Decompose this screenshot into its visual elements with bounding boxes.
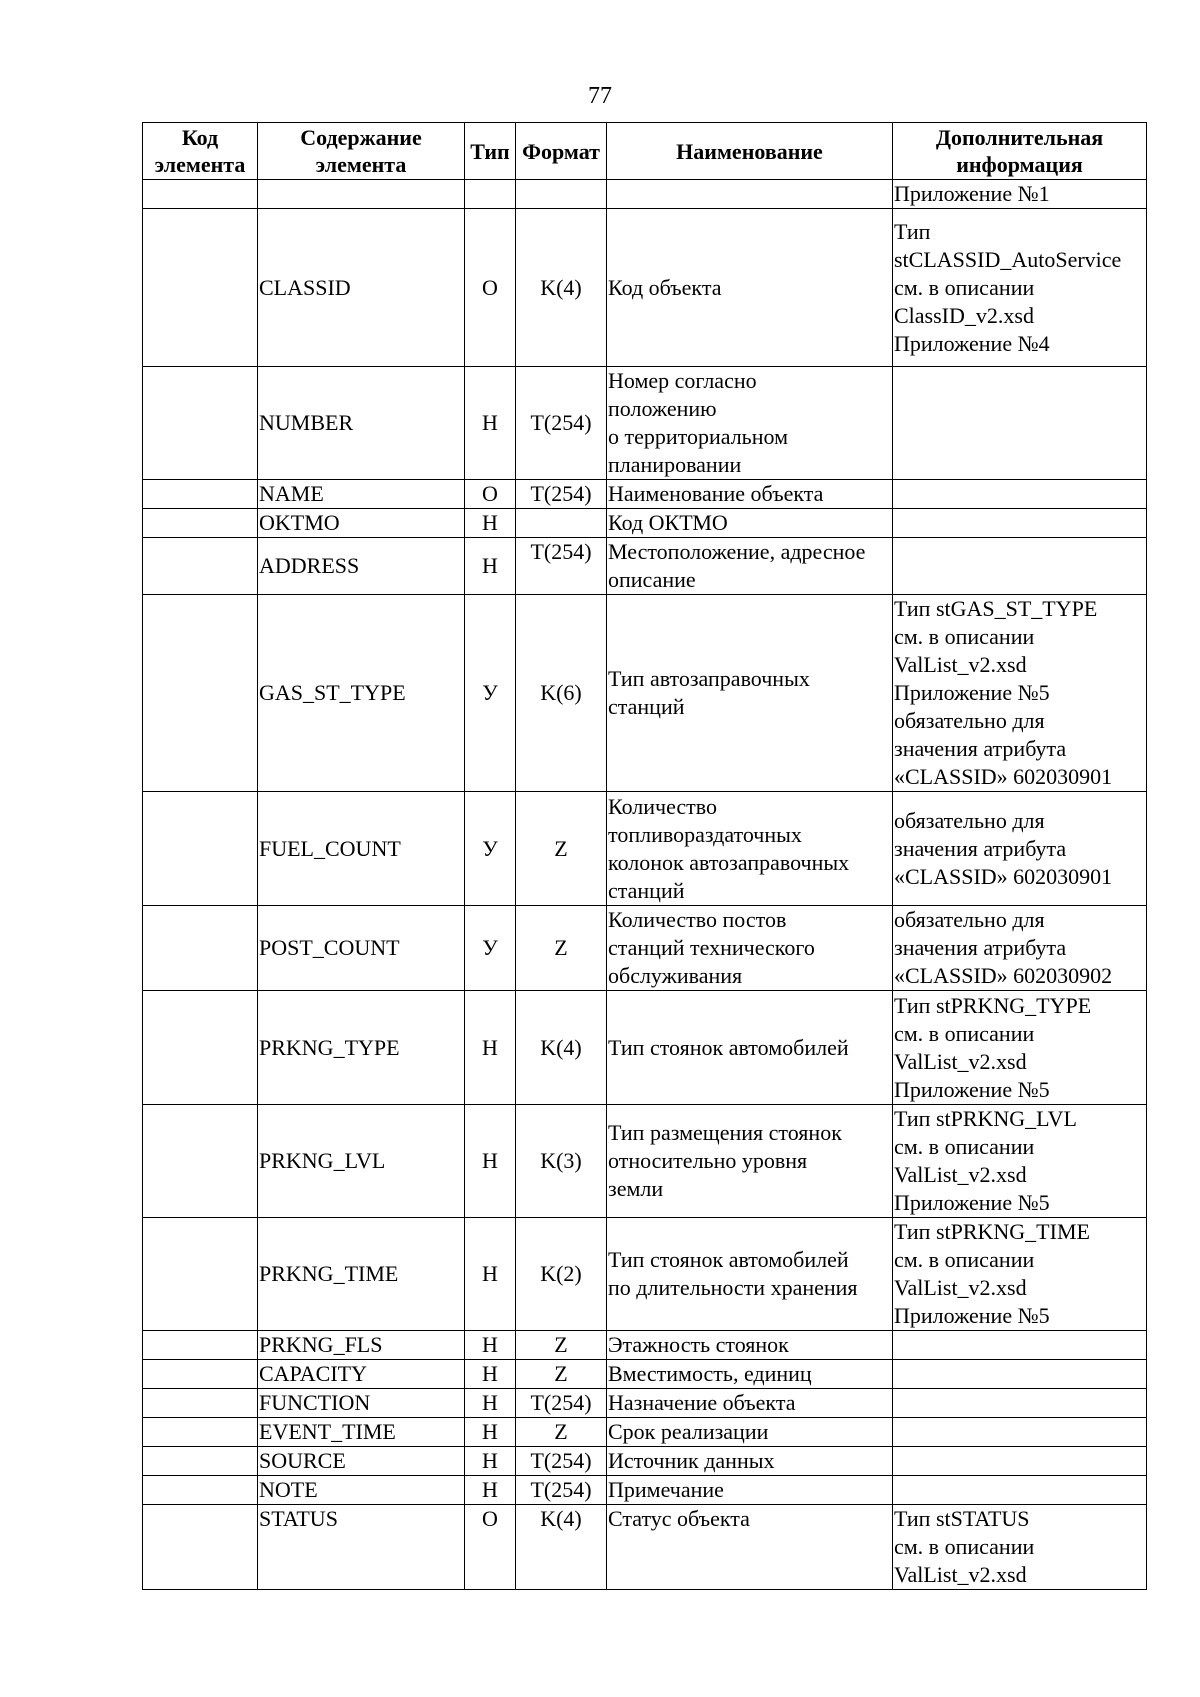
cell-info: Тип stGAS_ST_TYPE см. в описании ValList_v2.xsd Приложение №5 обязательно для значения атрибута «CLASSID» 602030901 (893, 595, 1147, 792)
cell-name: Тип стоянок автомобилей (607, 991, 893, 1105)
header-code: Код элемента (143, 123, 258, 180)
table-row (143, 1218, 1147, 1331)
cell-code (143, 480, 258, 509)
cell-format: K(2) (516, 1218, 607, 1331)
cell-code (143, 1105, 258, 1218)
cell-code (143, 906, 258, 991)
cell-format: Z (516, 792, 607, 906)
cell-code (143, 595, 258, 792)
cell-format: T(254) (516, 480, 607, 509)
cell-format (516, 509, 607, 538)
cell-type: Н (465, 1360, 516, 1389)
cell-content: ADDRESS (258, 538, 465, 595)
cell-name: Тип стоянок автомобилей по длительности хранения (607, 1218, 893, 1331)
table-body (143, 180, 1147, 1590)
cell-info (893, 1476, 1147, 1505)
cell-content: PRKNG_FLS (258, 1331, 465, 1360)
cell-content: GAS_ST_TYPE (258, 595, 465, 792)
cell-code (143, 1389, 258, 1418)
cell-name: Наименование объекта (607, 480, 893, 509)
cell-name: Код ОКТМО (607, 509, 893, 538)
header-content: Содержание элемента (258, 123, 465, 180)
cell-type: Н (465, 1218, 516, 1331)
cell-name: Вместимость, единиц (607, 1360, 893, 1389)
cell-type: Н (465, 1105, 516, 1218)
cell-name: Источник данных (607, 1447, 893, 1476)
cell-info (893, 1360, 1147, 1389)
cell-name: Номер согласно положению о территориальном планировании (607, 367, 893, 480)
table-row (143, 180, 1147, 209)
page-number: 77 (588, 83, 612, 109)
cell-content: SOURCE (258, 1447, 465, 1476)
cell-content: CAPACITY (258, 1360, 465, 1389)
cell-content: PRKNG_TYPE (258, 991, 465, 1105)
cell-format: T(254) (516, 1476, 607, 1505)
cell-type: Н (465, 1389, 516, 1418)
cell-format: Z (516, 1360, 607, 1389)
cell-name: Тип размещения стоянок относительно уровня земли (607, 1105, 893, 1218)
table-row (143, 792, 1147, 906)
cell-format: K(4) (516, 991, 607, 1105)
attribute-table (142, 122, 1147, 1590)
cell-info: Приложение №1 (893, 180, 1147, 209)
cell-type: Н (465, 538, 516, 595)
table-row (143, 480, 1147, 509)
cell-info (893, 1389, 1147, 1418)
cell-name: Количество постов станций технического обслуживания (607, 906, 893, 991)
cell-format: T(254) (516, 367, 607, 480)
table-row (143, 509, 1147, 538)
cell-info: Тип stPRKNG_TIME см. в описании ValList_v2.xsd Приложение №5 (893, 1218, 1147, 1331)
table-header-row (143, 123, 1147, 180)
cell-code (143, 180, 258, 209)
table-row (143, 1476, 1147, 1505)
cell-code (143, 1360, 258, 1389)
table-row (143, 538, 1147, 595)
cell-type: Н (465, 509, 516, 538)
cell-format: Z (516, 1331, 607, 1360)
cell-info (893, 538, 1147, 595)
cell-name (607, 180, 893, 209)
cell-info: Тип stSTATUS см. в описании ValList_v2.xsd (893, 1505, 1147, 1590)
cell-format (516, 180, 607, 209)
cell-format: Z (516, 906, 607, 991)
cell-content: CLASSID (258, 209, 465, 367)
cell-format: K(3) (516, 1105, 607, 1218)
cell-info (893, 1418, 1147, 1447)
cell-code (143, 1505, 258, 1590)
cell-type: О (465, 1505, 516, 1590)
table-row (143, 1418, 1147, 1447)
cell-type: О (465, 209, 516, 367)
header-name: Наименование (607, 123, 893, 180)
cell-name: Этажность стоянок (607, 1331, 893, 1360)
cell-code (143, 1476, 258, 1505)
cell-info: Тип stPRKNG_TYPE см. в описании ValList_v2.xsd Приложение №5 (893, 991, 1147, 1105)
table-row (143, 906, 1147, 991)
cell-content (258, 180, 465, 209)
cell-content: NOTE (258, 1476, 465, 1505)
cell-type: У (465, 906, 516, 991)
cell-content: OKTMO (258, 509, 465, 538)
cell-format: T(254) (516, 1447, 607, 1476)
cell-type (465, 180, 516, 209)
cell-code (143, 1418, 258, 1447)
cell-name: Количество топливораздаточных колонок автозаправочных станций (607, 792, 893, 906)
cell-name: Срок реализации (607, 1418, 893, 1447)
header-format: Формат (516, 123, 607, 180)
cell-format: T(254) (516, 538, 607, 595)
cell-content: STATUS (258, 1505, 465, 1590)
cell-content: NAME (258, 480, 465, 509)
cell-info: Тип stPRKNG_LVL см. в описании ValList_v2.xsd Приложение №5 (893, 1105, 1147, 1218)
cell-format: K(4) (516, 209, 607, 367)
header-type: Тип (465, 123, 516, 180)
cell-code (143, 1331, 258, 1360)
table-row (143, 991, 1147, 1105)
cell-code (143, 367, 258, 480)
table-row (143, 1505, 1147, 1590)
cell-type: У (465, 792, 516, 906)
header-info: Дополнительная информация (893, 123, 1147, 180)
cell-name: Назначение объекта (607, 1389, 893, 1418)
cell-info (893, 480, 1147, 509)
cell-format: T(254) (516, 1389, 607, 1418)
cell-code (143, 991, 258, 1105)
cell-info: Тип stCLASSID_AutoService см. в описании ClassID_v2.xsd Приложение №4 (893, 209, 1147, 367)
table-row (143, 1105, 1147, 1218)
cell-code (143, 509, 258, 538)
table-row (143, 1331, 1147, 1360)
cell-info (893, 367, 1147, 480)
cell-format: K(6) (516, 595, 607, 792)
cell-content: PRKNG_TIME (258, 1218, 465, 1331)
cell-code (143, 538, 258, 595)
cell-content: EVENT_TIME (258, 1418, 465, 1447)
table-row (143, 1360, 1147, 1389)
table-row (143, 595, 1147, 792)
cell-content: POST_COUNT (258, 906, 465, 991)
cell-info: обязательно для значения атрибута «CLASSID» 602030902 (893, 906, 1147, 991)
cell-name: Примечание (607, 1476, 893, 1505)
cell-type: Н (465, 367, 516, 480)
cell-name: Код объекта (607, 209, 893, 367)
table-row (143, 1389, 1147, 1418)
cell-name: Статус объекта (607, 1505, 893, 1590)
cell-code (143, 1218, 258, 1331)
cell-info (893, 1331, 1147, 1360)
cell-content: NUMBER (258, 367, 465, 480)
table-row (143, 209, 1147, 367)
cell-info (893, 1447, 1147, 1476)
cell-info: обязательно для значения атрибута «CLASSID» 602030901 (893, 792, 1147, 906)
cell-type: Н (465, 1476, 516, 1505)
cell-name: Тип автозаправочных станций (607, 595, 893, 792)
table-row (143, 367, 1147, 480)
cell-type: Н (465, 1418, 516, 1447)
cell-type: О (465, 480, 516, 509)
table-row (143, 1447, 1147, 1476)
cell-type: У (465, 595, 516, 792)
cell-format: Z (516, 1418, 607, 1447)
cell-type: Н (465, 1331, 516, 1360)
cell-name: Местоположение, адресное описание (607, 538, 893, 595)
cell-format: K(4) (516, 1505, 607, 1590)
cell-type: Н (465, 1447, 516, 1476)
cell-content: PRKNG_LVL (258, 1105, 465, 1218)
cell-info (893, 509, 1147, 538)
cell-type: Н (465, 991, 516, 1105)
cell-code (143, 792, 258, 906)
cell-code (143, 1447, 258, 1476)
cell-content: FUNCTION (258, 1389, 465, 1418)
cell-content: FUEL_COUNT (258, 792, 465, 906)
cell-code (143, 209, 258, 367)
